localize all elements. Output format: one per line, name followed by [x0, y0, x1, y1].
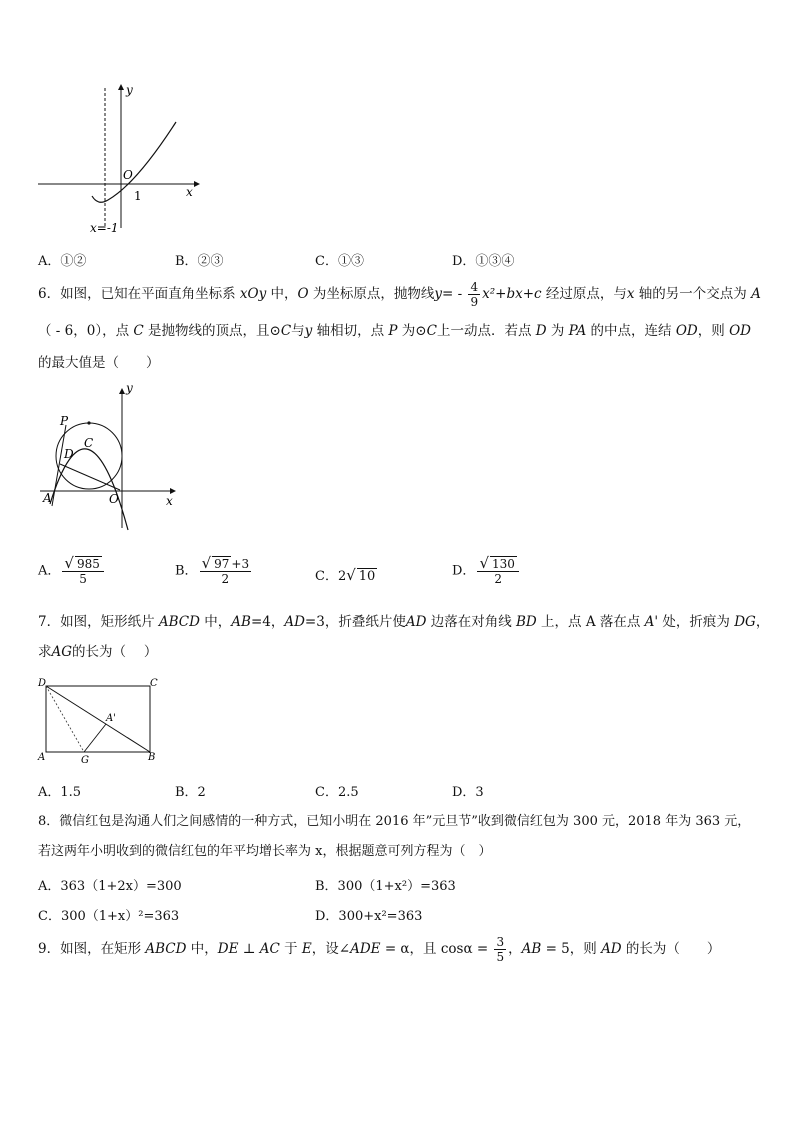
point-b-label: B — [148, 752, 156, 763]
q6-fraction: $\frac{4}{9}$ — [470, 280, 479, 309]
vertex-point-c — [87, 421, 90, 424]
figure-q5-parabola — [36, 78, 206, 238]
q8-option-a: A．363（1+2x）=300 — [38, 879, 182, 894]
q8-option-d: D．300+x²=363 — [315, 909, 423, 924]
q9-fraction: $\frac{3}{5}$ — [496, 935, 505, 964]
point-p-label: P — [60, 414, 69, 428]
q7-option-a: A．1.5 — [38, 785, 82, 800]
q6-line-1: 6．如图，已知在平面直角坐标系 xOy 中，O 为坐标原点，抛物线y= - $\frac{4}{9}$ x²+bx+c 经过原点，与x 轴的另一个交点为 A — [38, 280, 761, 309]
figure-q6-circle-parabola — [36, 378, 186, 534]
x-axis-arrow-icon — [194, 181, 200, 187]
q5-option-a: A．①② — [38, 254, 87, 269]
q8-line-2: 若这两年小明收到的微信红包的年平均增长率为 x，根据题意可列方程为（ ） — [38, 844, 492, 859]
point-c-label: C — [84, 436, 94, 450]
x-axis-label: x — [166, 494, 173, 508]
point-c-label: C — [150, 678, 158, 689]
origin-label: O — [123, 168, 133, 182]
q7-line-1: 7．如图，矩形纸片 ABCD 中，AB=4，AD=3，折叠纸片使AD 边落在对角线 BD 上，点 A 落在点 A' 处，折痕为 DG， — [38, 614, 770, 630]
q6-line-3: 的最大值是（ ） — [38, 355, 160, 371]
segment-od — [60, 464, 120, 490]
q5-option-b: B．②③ — [175, 254, 224, 269]
q9-line-1: 9．如图，在矩形 ABCD 中，DE ⊥ AC 于 E，设∠ADE = α，且 cosα = $\frac{3}{5}$ ，AB = 5，则 AD 的长为（ ） — [38, 935, 721, 964]
q5-option-d: D．①③④ — [452, 254, 515, 269]
q8-line-1: 8．微信红包是沟通人们之间感情的一种方式，已知小明在 2016 年”元旦节”收到微信红包为 300 元，2018 年为 363 元， — [38, 814, 751, 829]
q6-option-a: A． $\frac{√ 985}{5}$ — [38, 556, 106, 586]
diagonal-bd — [46, 686, 150, 752]
q7-option-c: C．2.5 — [315, 785, 359, 800]
point-a-label: A — [43, 491, 52, 505]
symmetry-axis-label: x=-1 — [90, 221, 119, 235]
point-g-label: G — [81, 755, 89, 766]
q7-option-d: D．3 — [452, 785, 484, 800]
point-d-label: D — [64, 447, 74, 461]
point-a-prime-label: A' — [106, 713, 116, 724]
q8-option-c: C．300（1+x）²=363 — [38, 909, 180, 924]
y-axis-arrow-icon — [119, 388, 125, 394]
q6-option-b: B． $\frac{√ 97 +3}{2}$ — [175, 554, 250, 586]
origin-label: O — [109, 492, 119, 506]
crease-dg — [46, 686, 84, 752]
y-axis-arrow-icon — [118, 84, 124, 90]
x-axis-label: x — [186, 185, 193, 199]
q8-option-b: B．300（1+x²）=363 — [315, 879, 456, 894]
point-d-label: D — [38, 678, 47, 689]
y-axis-label: y — [126, 381, 133, 395]
tick-label-one: 1 — [134, 189, 142, 203]
y-axis-label: y — [126, 83, 133, 97]
point-a-label: A — [38, 752, 46, 763]
q5-option-c: C．①③ — [315, 254, 364, 269]
q6-option-c: C．2√ 10 — [315, 566, 376, 584]
q6-option-d: D． $\frac{√ 130}{2}$ — [452, 556, 521, 586]
q7-option-b: B．2 — [175, 785, 206, 800]
q7-line-2: 求AG的长为（ ） — [38, 644, 158, 660]
q6-line-2: （ - 6，0），点 C 是抛物线的顶点，且⊙C与y 轴相切，点 P 为⊙C上一动点．若点 D 为 PA 的中点，连结 OD，则 OD — [38, 323, 751, 339]
segment-ga-prime — [84, 724, 106, 752]
figure-q7-rectangle — [36, 676, 162, 768]
